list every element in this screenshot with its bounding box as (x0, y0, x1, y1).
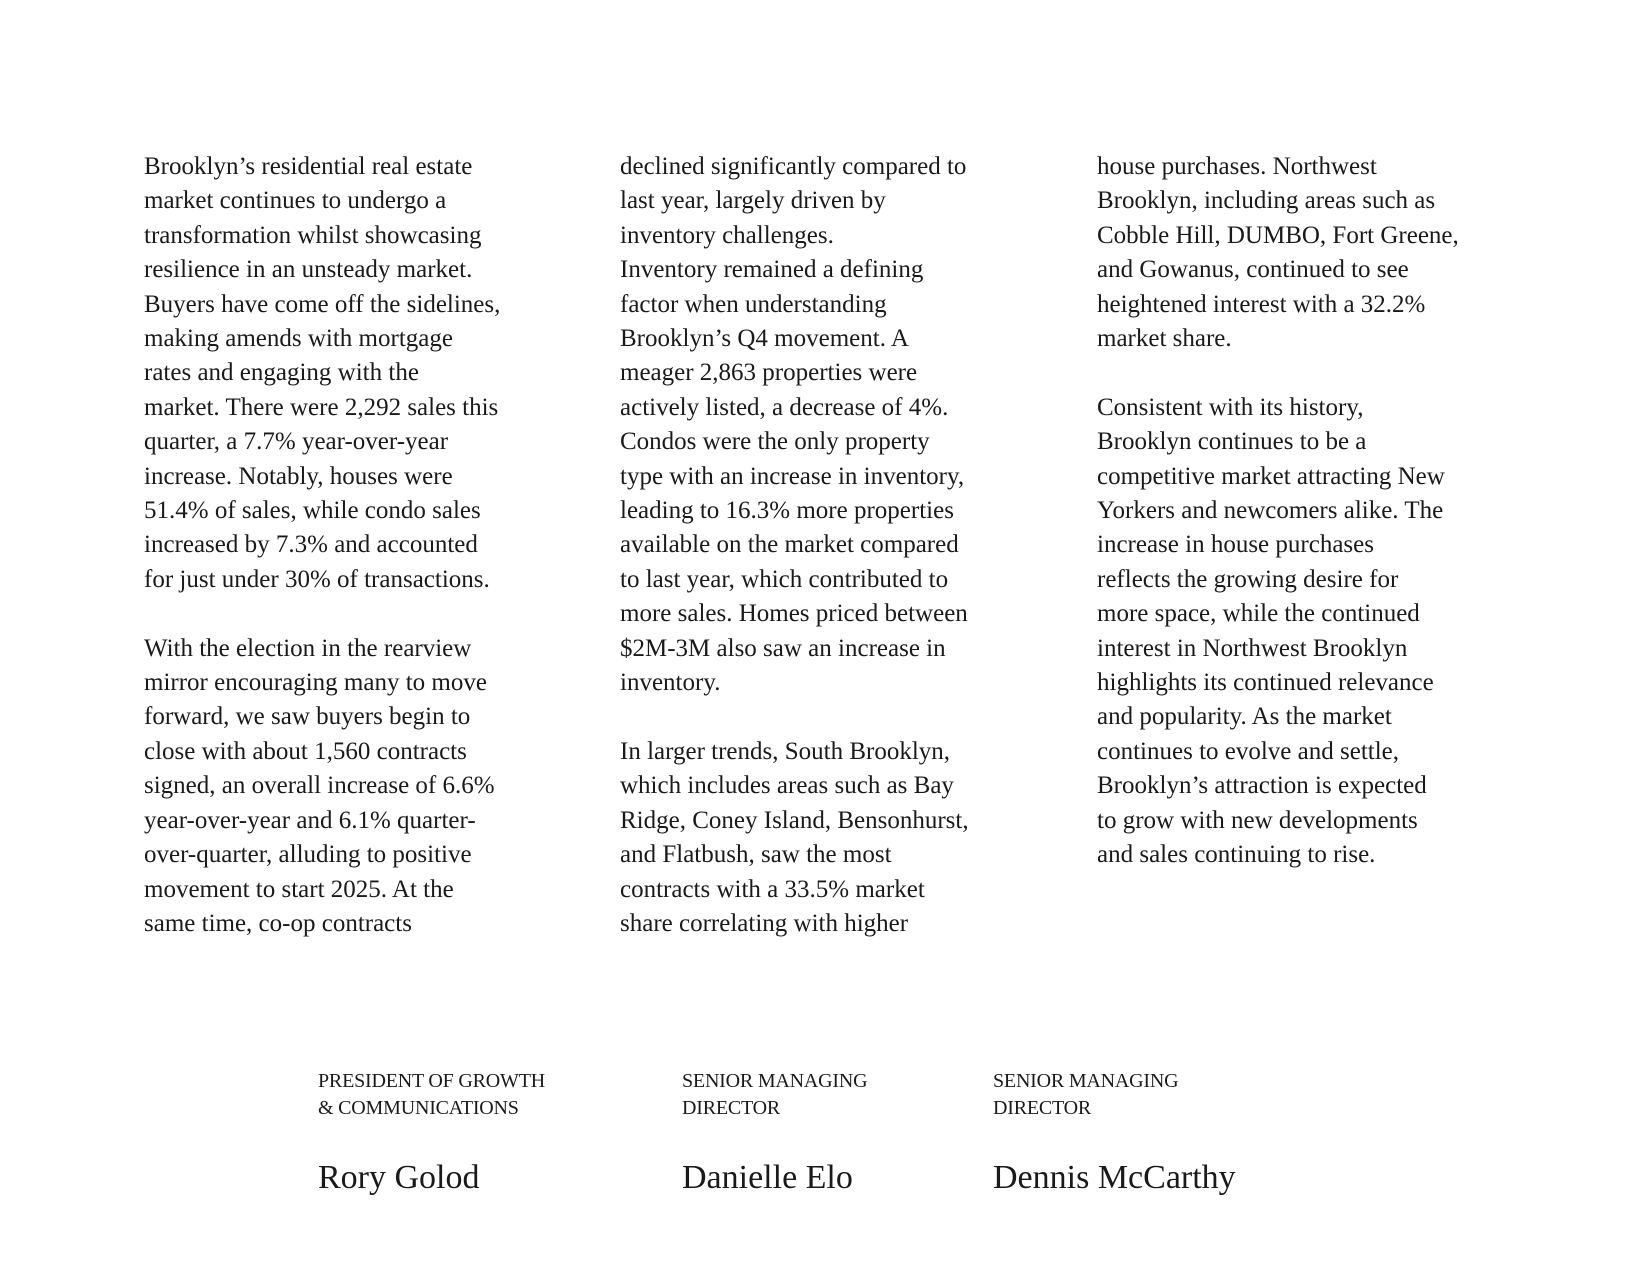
paragraph: Consistent with its history, Brooklyn continues to be a competitive market attracting New Yorkers and newcomers alike. The increase in house purchases reflects the growing desire for more space, while the continued interest in Northwest Brooklyn highlights its continued relevance and popularity. As the market continues to evolve and settle, Brooklyn’s attraction is expected to grow with new developments and sales continuing to rise. (1097, 393, 1445, 869)
signatory-name: Rory Golod (318, 1159, 480, 1196)
signatory-title: SENIOR MANAGING DIRECTOR (993, 1070, 1179, 1119)
paragraph: With the election in the rearview mirror encouraging many to move forward, we saw buyers begin to close with about 1,560 contracts signed, an overall increase of 6.6% year-over-year and 6.1% quarter- over-quarter, alluding to positive movement to start 2025. At the same time, co-op contracts (144, 634, 495, 937)
signatory-title: PRESIDENT OF GROWTH & COMMUNICATIONS (318, 1070, 545, 1119)
paragraph: declined significantly compared to last year, largely driven by inventory challenges. Inventory remained a defining factor when understanding Brooklyn’s Q4 movement. A meager 2,863 properties were actively listed, a decrease of 4%. Condos were the only property type with an increase in inventory, leading to 16.3% more properties available on the market compared to last year, which contributed to more sales. Homes priced between $2M-3M also saw an increase in inventory. (620, 153, 968, 697)
signatory-name: Danielle Elo (682, 1159, 853, 1196)
paragraph: Brooklyn’s residential real estate market continues to undergo a transformation whilst showcasing resilience in an unsteady market. Buyers have come off the sidelines, making amends with mortgage rates and engaging with the market. There were 2,292 sales this quarter, a 7.7% year-over-year increase. Notably, houses were 51.4% of sales, while condo sales increased by 7.3% and accounted for just under 30% of transactions. (144, 153, 501, 593)
signatory-title: SENIOR MANAGING DIRECTOR (682, 1070, 868, 1119)
signatory-block (682, 1068, 867, 1198)
paragraph: house purchases. Northwest Brooklyn, including areas such as Cobble Hill, DUMBO, Fort Greene, and Gowanus, continued to see heightened interest with a 32.2% market share. (1097, 153, 1459, 353)
signatory-block (993, 1068, 1236, 1198)
signatory-name: Dennis McCarthy (993, 1159, 1236, 1196)
text-column-3 (1097, 150, 1537, 907)
text-column-1 (144, 150, 584, 976)
text-column-2 (620, 150, 1060, 976)
signatory-block (318, 1068, 545, 1198)
paragraph: In larger trends, South Brooklyn, which includes areas such as Bay Ridge, Coney Island, Bensonhurst, and Flatbush, saw the most contracts with a 33.5% market share correlating with higher (620, 737, 969, 937)
